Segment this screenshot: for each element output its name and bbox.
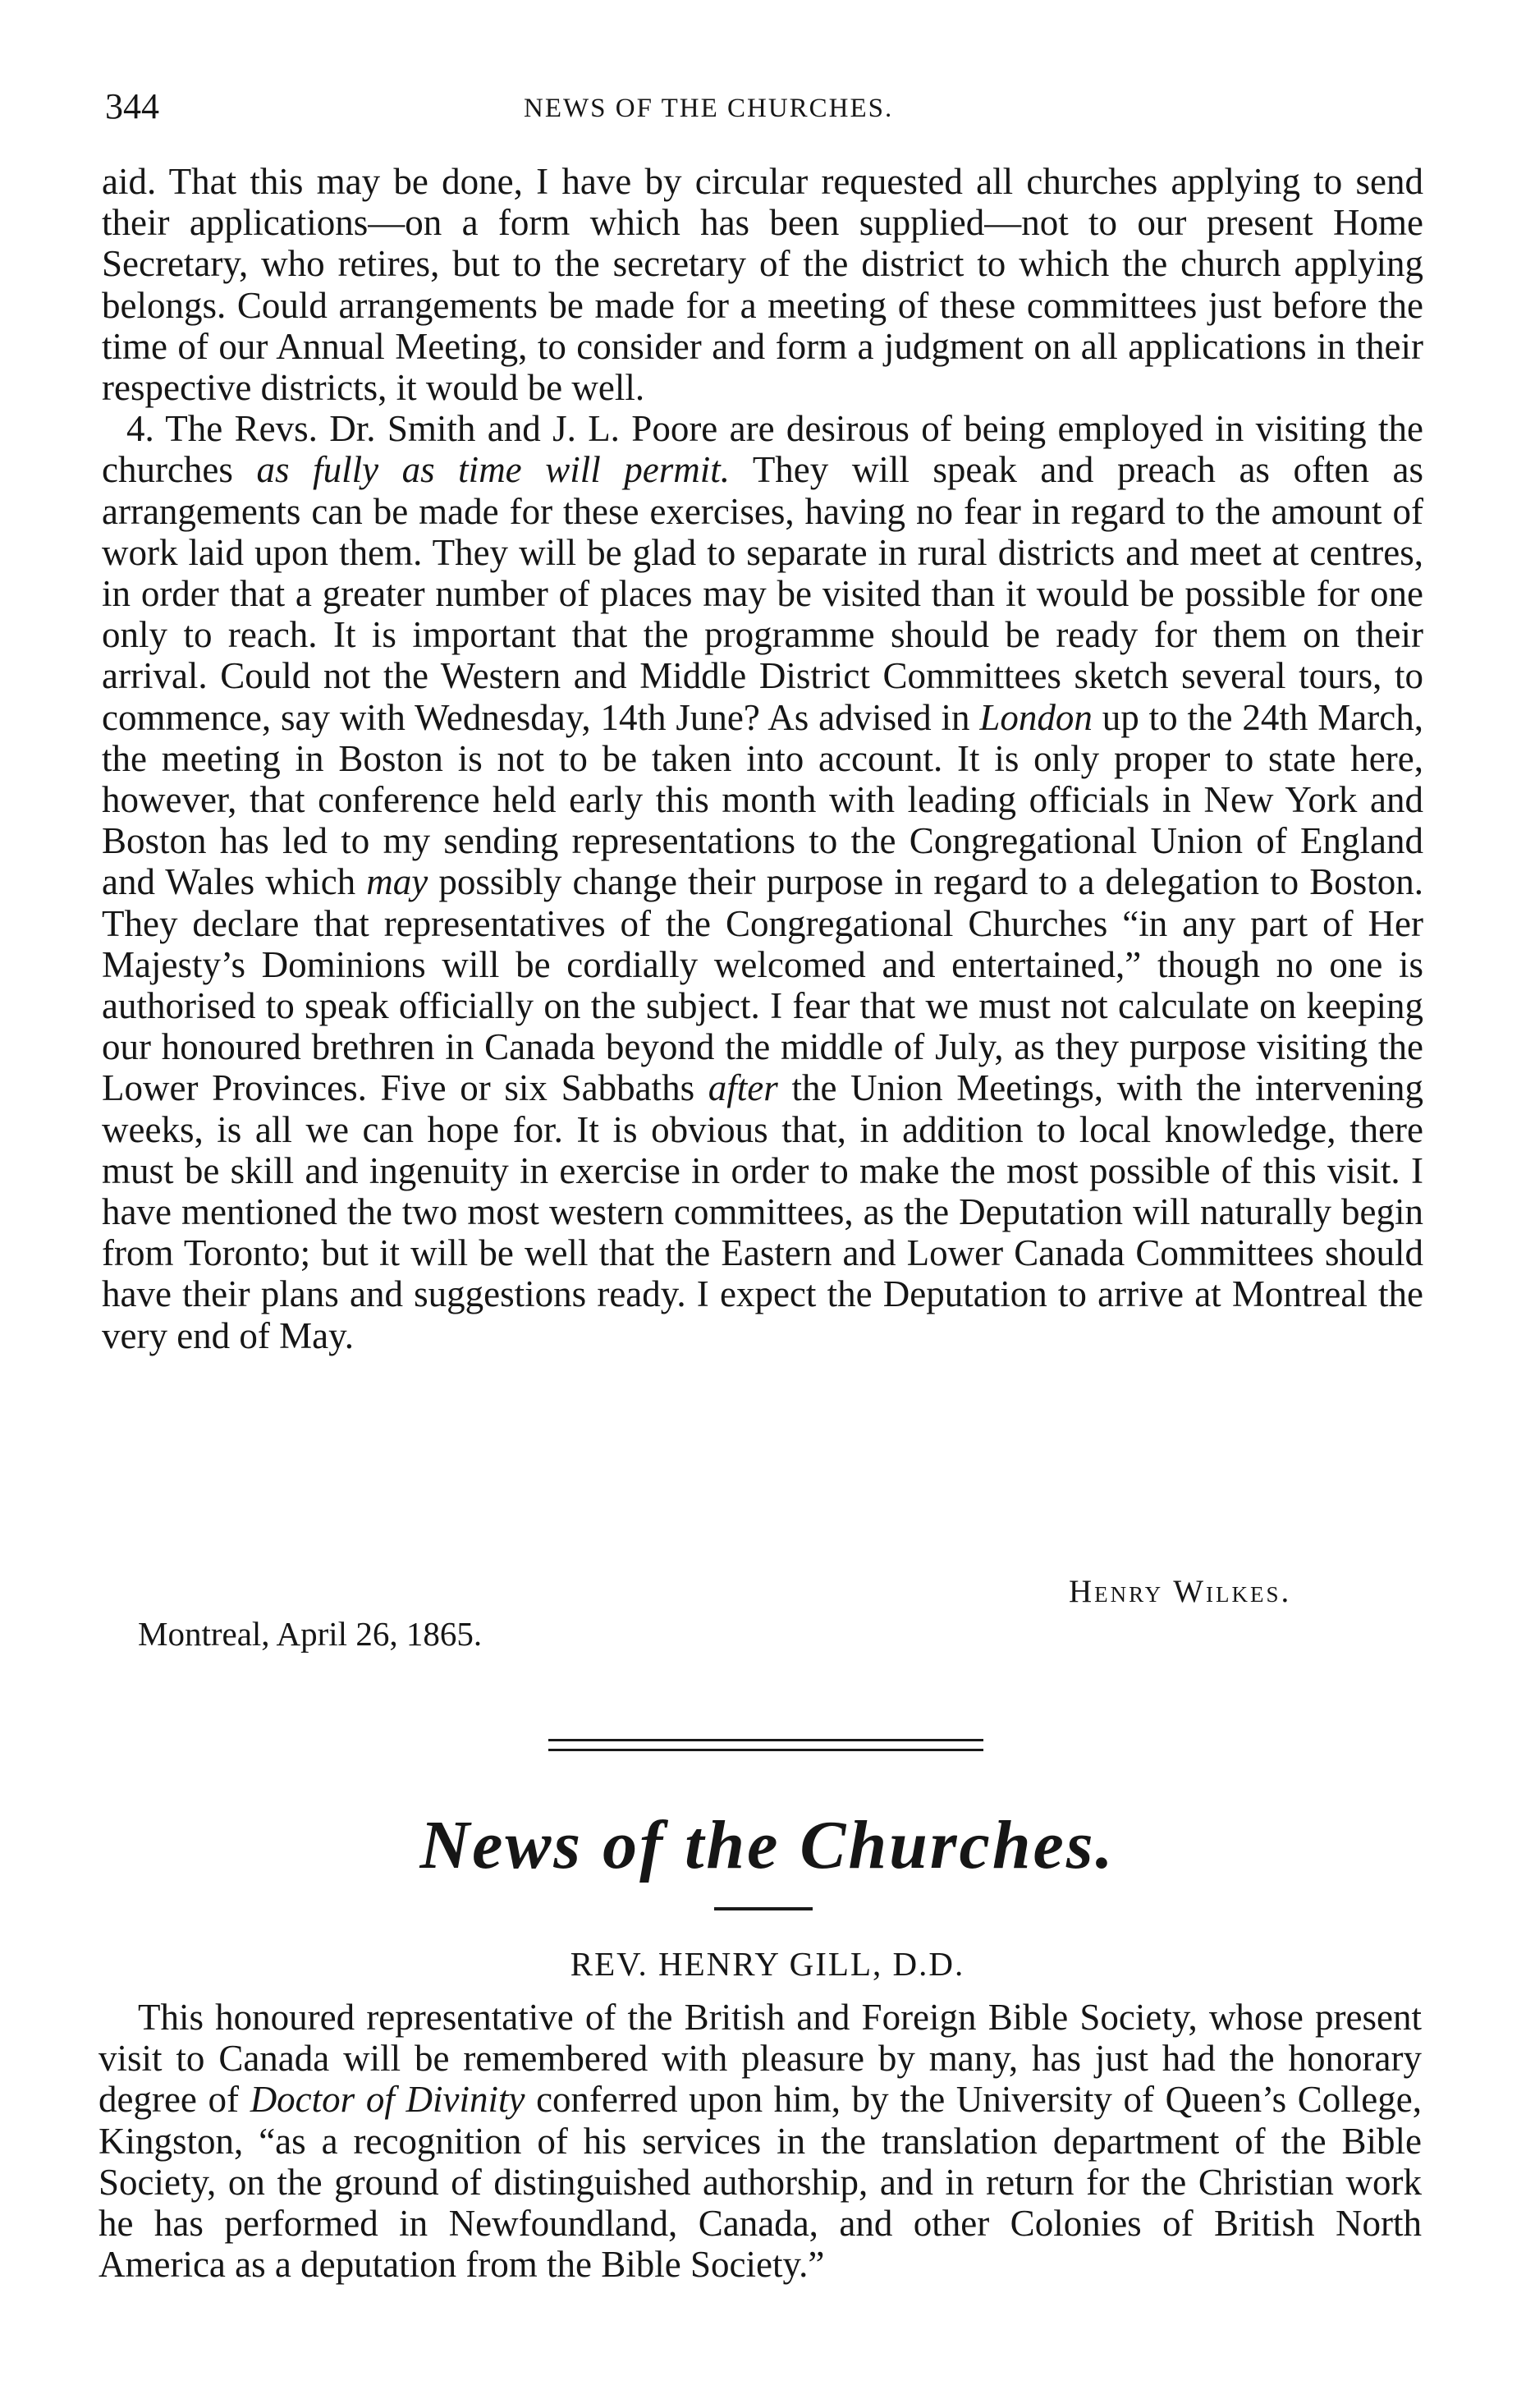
article-heading: REV. HENRY GILL, D.D.	[570, 1945, 965, 1983]
running-head	[105, 82, 1418, 131]
article-body	[99, 1997, 1422, 2285]
section-divider-rule-top	[548, 1739, 983, 1741]
italic-run: after	[708, 1067, 778, 1109]
italic-run: London	[979, 696, 1093, 738]
letter-body	[102, 161, 1423, 1356]
section-divider-rule-bottom	[548, 1749, 983, 1751]
text-run: They will speak and preach as often as arrangements can be made for these exercises, having no fear in regard to the amount of work laid upon them. They will be glad to separate in rural districts and meet at centres, in order that a greater number of places may be visited than it would be possible for one only to reach. It is important that the programme should be ready for them on their arrival. Could not the Western and Middle District Committees sketch several tours, to commence, say with Wednesday, 14th June? As advised in	[102, 449, 1424, 738]
italic-run: Doctor of Divinity	[250, 2079, 525, 2121]
section-title: News of the Churches.	[419, 1807, 1116, 1883]
letter-dateline: Montreal, April 26, 1865.	[138, 1615, 483, 1653]
text-run: the Union Meetings, with the intervening weeks, is all we can hope for. It is obvious that, in addition to local knowledge, there must be skill and ingenuity in exercise in order to make the most possible of this visit. I have mentioned the two most western committees, as the Deputation will naturally begin from Toronto; but it will be well that the Eastern and Lower Canada Committees should have their plans and suggestions ready. I expect the Deputation to arrive at Montreal the very end of May.	[102, 1067, 1423, 1356]
italic-run: as fully as time will permit.	[256, 449, 731, 491]
article-paragraph	[99, 1997, 1422, 2285]
letter-paragraph-continued: aid. That this may be done, I have by circular requested all churches applying to send their applications—on a form which has been supplied—not to our present Home Secretary, who retires, but to the secretary of the district to which the church applying belongs. Could arrangements be made for a meeting of these committees just before the time of our Annual Meeting, to consider and form a judgment on all applications in their respective districts, it would be well.	[102, 161, 1423, 409]
text-run: This honoured representative of the British and Foreign Bible Society, whose present visit to Canada will be remembered with pleasure by many, has just had the honorary degree of	[99, 1997, 1422, 2121]
letter-signature: Henry Wilkes.	[1069, 1574, 1292, 1609]
italic-run: may	[366, 861, 428, 903]
short-divider-rule	[714, 1907, 813, 1910]
text-run: up to the 24th March, the meeting in Boston is not to be taken into account. It is only proper to state here, however, that conference held early this month with leading officials in New York and Boston has led to my sending representations to the Congregational Union of England and Wales which	[102, 696, 1423, 903]
letter-paragraph-4	[102, 408, 1423, 1356]
page-number: 344	[105, 86, 159, 126]
running-head-title: NEWS OF THE CHURCHES.	[524, 94, 894, 123]
text-run: conferred upon him, by the University of Queen’s College, Kingston, “as a recognition of his services in the translation department of the Bible Society, on the ground of distinguished authorship, and in return for the Christian work he has performed in Newfoundland, Canada, and other Colonies of British North America as a deputation from the Bible Society.”	[99, 2079, 1422, 2286]
text-run: 4. The Revs. Dr. Smith and J. L. Poore are desirous of being employed in visiting the churches	[102, 408, 1423, 491]
text-run: possibly change their purpose in regard to a delegation to Boston. They declare that representatives of the Congregational Churches “in any part of Her Majesty’s Dominions will be cordially welcomed and entertained,” though no one is authorised to speak officially on the subject. I fear that we must not calculate on keeping our honoured brethren in Canada beyond the middle of July, as they purpose visiting the Lower Provinces. Five or six Sabbaths	[102, 861, 1423, 1109]
